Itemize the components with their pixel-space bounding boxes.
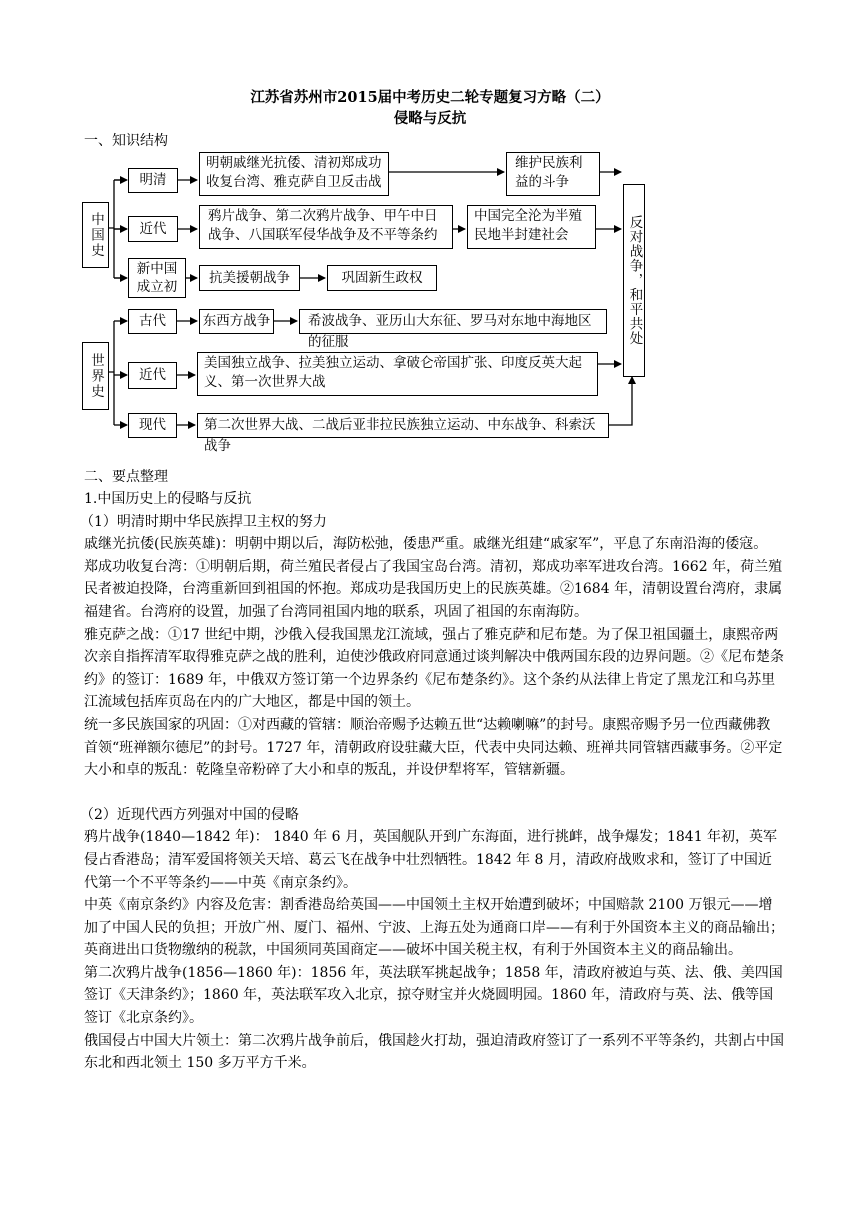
modern-world-events-box (197, 352, 598, 396)
paragraph: （1）明清时期中华民族捍卫主权的努力 (80, 513, 327, 530)
paragraph: 郑成功收复台湾：①明朝后期，荷兰殖民者侵占了我国宝岛台湾。清初，郑成功率军进攻台湾。1662 年，荷兰殖民者被迫投降，台湾重新回到祖国的怀抱。郑成功是我国历史上的民族英雄。②1684 年，清朝设置台湾府，隶属福建省。台湾府的设置，加强了台湾同祖国内地的联系，巩固了祖国的东南海防。 (84, 558, 783, 620)
contemporary-label: 现代 (139, 417, 166, 433)
section-heading-structure: 一、知识结构 (84, 133, 168, 149)
modern-world-label: 近代 (139, 367, 166, 383)
ming-qing-label: 明清 (139, 172, 167, 188)
ming-qing-events-text: 明朝戚继光抗倭、清初郑成功收复台湾、雅克萨自卫反击战 (206, 155, 382, 190)
modern-china-box (128, 216, 178, 242)
paragraph: 雅克萨之战：①17 世纪中期，沙俄入侵我国黑龙江流域，强占了雅克萨和尼布楚。为了保卫祖国疆土，康熙帝两次亲自指挥清军取得雅克萨之战的胜利，迫使沙俄政府同意通过谈判解决中俄两国东段的边界问题。②《尼布楚条约》的签订：1689 年，中俄双方签订第一个边界条约《尼布楚条约》。这个条约从法律上肯定了黑龙江和乌苏里江流域包括库页岛在内的广大地区，都是中国的领土。 (84, 626, 784, 711)
new-china-event-box (199, 265, 300, 291)
blank-line (84, 782, 784, 804)
content-body (80, 488, 784, 1075)
contemporary-box (128, 413, 177, 438)
paragraph: 戚继光抗倭(民族英雄)：明朝中期以后，海防松弛，倭患严重。戚继光组建“戚家军”，平息了东南沿海的倭寇。 (84, 536, 768, 553)
china-history-label: 中国史 (88, 211, 104, 259)
modern-china-events-text: 鸦片战争、第二次鸦片战争、甲午中日战争、八国联军侵华战争及不平等条约 (208, 208, 438, 243)
paragraph: 统一多民族国家的巩固：①对西藏的管辖：顺治帝赐予达赖五世“达赖喇嘛”的封号。康熙帝赐予另一位西藏佛教首领“班禅额尔德尼”的封号。1727 年，清朝政府设驻藏大臣，代表中央同达赖、班禅共同管辖西藏事务。②平定大小和卓的叛乱：乾隆皇帝粉碎了大小和卓的叛乱，并设伊犁将军，管辖新疆。 (84, 716, 783, 779)
ming-qing-box (128, 168, 178, 193)
paragraph: （2）近现代西方列强对中国的侵略 (80, 806, 299, 823)
contemporary-events-box (197, 413, 609, 454)
ancient-label: 古代 (139, 313, 166, 329)
ancient-event-text: 东西方战争 (202, 313, 271, 329)
new-china-result-box (327, 265, 437, 291)
new-china-result-text: 巩固新生政权 (341, 269, 423, 286)
modern-china-events-box (199, 205, 453, 249)
world-history-box (82, 342, 109, 410)
ancient-box (128, 309, 177, 334)
conclusion-box (623, 184, 645, 377)
modern-world-events-text: 美国独立战争、拉美独立运动、拿破仑帝国扩张、印度反英大起义、第一次世界大战 (204, 355, 582, 390)
modern-china-result-text: 中国完全沦为半殖民地半封建社会 (474, 208, 582, 243)
ming-qing-result-box (506, 152, 600, 196)
paragraph: 鸦片战争(1840—1842 年)： 1840 年 6 月，英国舰队开到广东海面，进行挑衅，战争爆发；1841 年初，英军侵占香港岛；清军爱国将领关天培、葛云飞在战争中壮烈牺牲。1842 年 8 月，清政府战败求和，签订了中国近代第一个不平等条约——中英《南京条约》。 (84, 829, 778, 891)
knowledge-structure-diagram (0, 0, 860, 454)
ancient-event-box (199, 309, 274, 334)
modern-china-result-box (467, 205, 596, 249)
paragraph: 中英《南京条约》内容及危害：割香港岛给英国——中国领土主权开始遭到破坏；中国赔款 2100 万银元——增加了中国人民的负担；开放广州、厦门、福州、宁波、上海五处为通商口岸——有利于外国资本主义的商品输出；英商进出口货物缴纳的税款，中国须同英国商定——破坏中国关税主权，有利于外国资本主义的商品输出。 (84, 897, 784, 959)
ancient-detail-text: 希波战争、亚历山大东征、罗马对东地中海地区的征服 (308, 313, 592, 350)
paragraph: 1.中国历史上的侵略与反抗 (84, 491, 252, 507)
conclusion-text: 反对战争，和平共处 (626, 215, 643, 346)
ming-qing-result-text: 维护民族利益的斗争 (515, 155, 583, 190)
ancient-detail-box (299, 309, 607, 350)
ming-qing-events-box (199, 152, 389, 196)
new-china-label: 新中国成立初 (136, 261, 178, 295)
document-subtitle: 侵略与反抗 (393, 110, 467, 127)
modern-world-box (128, 362, 177, 389)
contemporary-events-text: 第二次世界大战、二战后亚非拉民族独立运动、中东战争、科索沃战争 (204, 417, 596, 454)
document-title: 江苏省苏州市2015届中考历史二轮专题复习方略（二） (250, 89, 610, 106)
new-china-event-text: 抗美援朝战争 (209, 269, 290, 286)
modern-china-label: 近代 (139, 220, 167, 237)
china-history-box (82, 202, 109, 268)
paragraph: 第二次鸦片战争(1856—1860 年)：1856 年，英法联军挑起战争；1858 年，清政府被迫与英、法、俄、美四国签订《天津条约》；1860 年，英法联军攻入北京，掠夺财宝并火烧圆明园。1860 年，清政府与英、法、俄等国签订《北京条约》。 (84, 964, 783, 1027)
new-china-box (128, 258, 186, 298)
world-history-label: 世界史 (88, 352, 104, 400)
paragraph: 俄国侵占中国大片领土：第二次鸦片战争前后，俄国趁火打劫，强迫清政府签订了一系列不平等条约，共割占中国东北和西北领土 150 多万平方千米。 (84, 1032, 784, 1072)
section-heading-keypoints: 二、要点整理 (84, 469, 168, 485)
